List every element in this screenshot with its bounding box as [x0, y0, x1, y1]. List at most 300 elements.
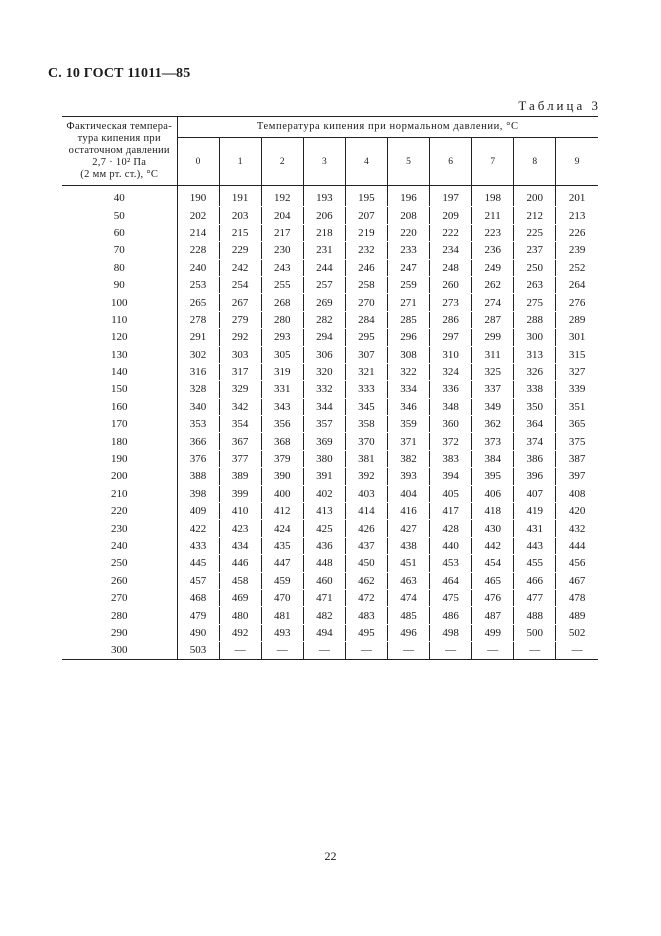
table-cell: 424	[261, 520, 303, 537]
table-cell: 443	[514, 537, 556, 554]
table-cell: 502	[556, 624, 598, 641]
table-cell: 328	[177, 381, 219, 398]
table-cell: 278	[177, 311, 219, 328]
table-cell: 191	[219, 186, 261, 207]
table-cell: 472	[345, 589, 387, 606]
table-row	[62, 259, 598, 276]
table-cell: 346	[387, 398, 429, 415]
column-header: 3	[303, 138, 345, 186]
table-cell: 495	[345, 624, 387, 641]
row-temperature-cell: 60	[62, 224, 177, 241]
table-cell: 489	[556, 607, 598, 624]
table-cell: 406	[472, 485, 514, 502]
table-cell: 366	[177, 433, 219, 450]
table-cell: 267	[219, 294, 261, 311]
table-cell: 293	[261, 329, 303, 346]
table-cell: 448	[303, 555, 345, 572]
table-cell: 334	[387, 381, 429, 398]
table-cell: 202	[177, 207, 219, 224]
table-cell: 444	[556, 537, 598, 554]
table-cell: 236	[472, 242, 514, 259]
row-temperature-cell: 170	[62, 416, 177, 433]
table-cell: 423	[219, 520, 261, 537]
table-cell: 247	[387, 259, 429, 276]
header-line: тура кипения при	[77, 133, 161, 144]
table-cell: 492	[219, 624, 261, 641]
table-cell: 324	[430, 363, 472, 380]
table-cell: 481	[261, 607, 303, 624]
table-cell: 367	[219, 433, 261, 450]
table-cell: 447	[261, 555, 303, 572]
table-cell: 364	[514, 416, 556, 433]
table-cell: 384	[472, 450, 514, 467]
table-row	[62, 503, 598, 520]
table-cell: 349	[472, 398, 514, 415]
table-cell: 350	[514, 398, 556, 415]
row-temperature-cell: 90	[62, 276, 177, 293]
table-cell: 459	[261, 572, 303, 589]
document-header: С. 10 ГОСТ 11011—85	[48, 66, 191, 81]
table-cell: 477	[514, 589, 556, 606]
row-temperature-cell: 50	[62, 207, 177, 224]
table-cell: 294	[303, 329, 345, 346]
table-cell: 345	[345, 398, 387, 415]
table-cell: 467	[556, 572, 598, 589]
table-cell: 198	[472, 186, 514, 207]
table-cell: 258	[345, 276, 387, 293]
table-cell: 348	[430, 398, 472, 415]
table-row	[62, 381, 598, 398]
table-cell: 420	[556, 503, 598, 520]
table-cell: 215	[219, 224, 261, 241]
table-cell: 316	[177, 363, 219, 380]
table-cell: 354	[219, 416, 261, 433]
table-cell: 395	[472, 468, 514, 485]
table-cell: 425	[303, 520, 345, 537]
table-row	[62, 607, 598, 624]
table-cell: 319	[261, 363, 303, 380]
table-cell: 219	[345, 224, 387, 241]
column-header: 6	[430, 138, 472, 186]
table-cell: —	[303, 642, 345, 659]
table-cell: 392	[345, 468, 387, 485]
header-line: Фактическая темпера-	[66, 121, 173, 132]
table-cell: 201	[556, 186, 598, 207]
table-cell: 362	[472, 416, 514, 433]
table-cell: 500	[514, 624, 556, 641]
table-row	[62, 398, 598, 415]
table-cell: 408	[556, 485, 598, 502]
table-body	[62, 186, 598, 660]
row-temperature-cell: 150	[62, 381, 177, 398]
table-cell: 253	[177, 276, 219, 293]
table-cell: 373	[472, 433, 514, 450]
table-cell: 313	[514, 346, 556, 363]
table-cell: 503	[177, 642, 219, 659]
table-cell: 259	[387, 276, 429, 293]
table-cell: 308	[387, 346, 429, 363]
table-cell: 353	[177, 416, 219, 433]
table-cell: 374	[514, 433, 556, 450]
table-cell: 190	[177, 186, 219, 207]
header-line: (2 мм рт. ст.), °С	[80, 169, 159, 180]
table-cell: 371	[387, 433, 429, 450]
table-cell: 428	[430, 520, 472, 537]
table-cell: 409	[177, 503, 219, 520]
table-cell: 265	[177, 294, 219, 311]
table-cell: 327	[556, 363, 598, 380]
table-cell: 394	[430, 468, 472, 485]
table-cell: 398	[177, 485, 219, 502]
table-cell: 454	[472, 555, 514, 572]
table-cell: 396	[514, 468, 556, 485]
table-row	[62, 363, 598, 380]
table-cell: 254	[219, 276, 261, 293]
table-cell: 301	[556, 329, 598, 346]
table-cell: 291	[177, 329, 219, 346]
table-cell: 442	[472, 537, 514, 554]
table-row	[62, 207, 598, 224]
table-cell: 379	[261, 450, 303, 467]
table-row	[62, 329, 598, 346]
table-row	[62, 537, 598, 554]
table-cell: 270	[345, 294, 387, 311]
table-cell: 410	[219, 503, 261, 520]
table-cell: 289	[556, 311, 598, 328]
table-cell: 239	[556, 242, 598, 259]
table-cell: 274	[472, 294, 514, 311]
table-cell: 223	[472, 224, 514, 241]
table-cell: 440	[430, 537, 472, 554]
table-cell: 437	[345, 537, 387, 554]
table-cell: 462	[345, 572, 387, 589]
table-row	[62, 416, 598, 433]
table-cell: 383	[430, 450, 472, 467]
table-cell: 287	[472, 311, 514, 328]
table-cell: 218	[303, 224, 345, 241]
table-cell: 243	[261, 259, 303, 276]
table-cell: 393	[387, 468, 429, 485]
table-cell: 302	[177, 346, 219, 363]
table-cell: 388	[177, 468, 219, 485]
table-cell: 288	[514, 311, 556, 328]
table-row	[62, 468, 598, 485]
table-cell: 315	[556, 346, 598, 363]
table-cell: 340	[177, 398, 219, 415]
table-cell: 407	[514, 485, 556, 502]
table-cell: 399	[219, 485, 261, 502]
table-cell: 386	[514, 450, 556, 467]
table-cell: 193	[303, 186, 345, 207]
table-cell: 228	[177, 242, 219, 259]
row-temperature-cell: 190	[62, 450, 177, 467]
table-cell: 430	[472, 520, 514, 537]
column-header: 1	[219, 138, 261, 186]
column-header: 5	[387, 138, 429, 186]
row-temperature-cell: 220	[62, 503, 177, 520]
table-cell: 321	[345, 363, 387, 380]
table-cell: 490	[177, 624, 219, 641]
row-temperature-cell: 40	[62, 186, 177, 207]
table-cell: 282	[303, 311, 345, 328]
table-cell: 342	[219, 398, 261, 415]
table-cell: 431	[514, 520, 556, 537]
table-cell: 244	[303, 259, 345, 276]
table-cell: 435	[261, 537, 303, 554]
table-cell: 231	[303, 242, 345, 259]
table-cell: 446	[219, 555, 261, 572]
table-cell: 329	[219, 381, 261, 398]
table-cell: 368	[261, 433, 303, 450]
table-cell: 232	[345, 242, 387, 259]
row-temperature-cell: 270	[62, 589, 177, 606]
table-row	[62, 450, 598, 467]
table-cell: 453	[430, 555, 472, 572]
table-cell: 263	[514, 276, 556, 293]
table-row	[62, 572, 598, 589]
table-cell: 257	[303, 276, 345, 293]
table-cell: 479	[177, 607, 219, 624]
table-row	[62, 555, 598, 572]
row-temperature-cell: 300	[62, 642, 177, 659]
table-cell: 400	[261, 485, 303, 502]
row-temperature-cell: 80	[62, 259, 177, 276]
row-temperature-cell: 240	[62, 537, 177, 554]
table-cell: 436	[303, 537, 345, 554]
table-cell: 475	[430, 589, 472, 606]
table-cell: 485	[387, 607, 429, 624]
table-cell: —	[472, 642, 514, 659]
table-cell: 465	[472, 572, 514, 589]
table-cell: 204	[261, 207, 303, 224]
table-cell: 380	[303, 450, 345, 467]
table-cell: 466	[514, 572, 556, 589]
row-temperature-cell: 280	[62, 607, 177, 624]
table-cell: 382	[387, 450, 429, 467]
table-cell: 322	[387, 363, 429, 380]
table-cell: 305	[261, 346, 303, 363]
table-cell: —	[556, 642, 598, 659]
table-cell: 359	[387, 416, 429, 433]
header-actual-temperature	[62, 117, 177, 186]
table-cell: 285	[387, 311, 429, 328]
table-cell: 418	[472, 503, 514, 520]
table-cell: 471	[303, 589, 345, 606]
header-normal-pressure-temperature: Температура кипения при нормальном давлении, °С	[177, 117, 598, 138]
table-cell: 369	[303, 433, 345, 450]
header-line: 2,7 · 10² Па	[92, 157, 147, 168]
table-cell: 325	[472, 363, 514, 380]
column-header: 9	[556, 138, 598, 186]
table-cell: 438	[387, 537, 429, 554]
table-cell: 307	[345, 346, 387, 363]
table-cell: 463	[387, 572, 429, 589]
row-temperature-cell: 100	[62, 294, 177, 311]
table-cell: 260	[430, 276, 472, 293]
table-cell: 404	[387, 485, 429, 502]
table-cell: 414	[345, 503, 387, 520]
table-row	[62, 242, 598, 259]
table-cell: 343	[261, 398, 303, 415]
table-row	[62, 485, 598, 502]
table-cell: 280	[261, 311, 303, 328]
table-cell: 226	[556, 224, 598, 241]
table-cell: 496	[387, 624, 429, 641]
table-cell: 422	[177, 520, 219, 537]
table-cell: 432	[556, 520, 598, 537]
table-cell: 390	[261, 468, 303, 485]
table-cell: 476	[472, 589, 514, 606]
table-cell: 499	[472, 624, 514, 641]
table-cell: 292	[219, 329, 261, 346]
table-cell: 387	[556, 450, 598, 467]
table-cell: 336	[430, 381, 472, 398]
table-cell: 376	[177, 450, 219, 467]
table-cell: 344	[303, 398, 345, 415]
table-cell: 273	[430, 294, 472, 311]
table-cell: —	[387, 642, 429, 659]
table-cell: 455	[514, 555, 556, 572]
table-row	[62, 642, 598, 659]
table-cell: 460	[303, 572, 345, 589]
table-cell: 375	[556, 433, 598, 450]
table-cell: 413	[303, 503, 345, 520]
table-cell: 286	[430, 311, 472, 328]
table-cell: 372	[430, 433, 472, 450]
table-cell: 403	[345, 485, 387, 502]
table-cell: 192	[261, 186, 303, 207]
row-temperature-cell: 250	[62, 555, 177, 572]
table-cell: —	[514, 642, 556, 659]
table-row	[62, 186, 598, 207]
row-temperature-cell: 110	[62, 311, 177, 328]
table-row	[62, 311, 598, 328]
table-cell: 445	[177, 555, 219, 572]
table-cell: 279	[219, 311, 261, 328]
table-cell: 217	[261, 224, 303, 241]
table-cell: 419	[514, 503, 556, 520]
table-cell: 237	[514, 242, 556, 259]
table-cell: 493	[261, 624, 303, 641]
table-cell: 320	[303, 363, 345, 380]
table-cell: 200	[514, 186, 556, 207]
table-cell: 426	[345, 520, 387, 537]
table-cell: 434	[219, 537, 261, 554]
table-cell: 197	[430, 186, 472, 207]
table-cell: 397	[556, 468, 598, 485]
table-cell: —	[345, 642, 387, 659]
table-cell: 212	[514, 207, 556, 224]
table-cell: —	[261, 642, 303, 659]
table-cell: 295	[345, 329, 387, 346]
table-cell: 222	[430, 224, 472, 241]
row-temperature-cell: 260	[62, 572, 177, 589]
table-cell: 417	[430, 503, 472, 520]
column-header: 0	[177, 138, 219, 186]
table-cell: 211	[472, 207, 514, 224]
table-cell: 478	[556, 589, 598, 606]
table-cell: 474	[387, 589, 429, 606]
table-cell: 203	[219, 207, 261, 224]
table-cell: 416	[387, 503, 429, 520]
table-caption: Таблица 3	[518, 98, 601, 113]
table-cell: 246	[345, 259, 387, 276]
table-cell: 339	[556, 381, 598, 398]
table-cell: —	[430, 642, 472, 659]
table-cell: 326	[514, 363, 556, 380]
table-cell: 470	[261, 589, 303, 606]
table-cell: 269	[303, 294, 345, 311]
table-row	[62, 276, 598, 293]
table-cell: 300	[514, 329, 556, 346]
table-cell: 389	[219, 468, 261, 485]
table-cell: 248	[430, 259, 472, 276]
column-header: 4	[345, 138, 387, 186]
row-temperature-cell: 210	[62, 485, 177, 502]
table-cell: 370	[345, 433, 387, 450]
header-line: остаточном давлении	[68, 145, 170, 156]
table-cell: 331	[261, 381, 303, 398]
row-temperature-cell: 70	[62, 242, 177, 259]
table-cell: 377	[219, 450, 261, 467]
table-row	[62, 520, 598, 537]
table-cell: 456	[556, 555, 598, 572]
table-cell: 264	[556, 276, 598, 293]
table-row	[62, 294, 598, 311]
table-cell: 213	[556, 207, 598, 224]
table-cell: 337	[472, 381, 514, 398]
table-cell: 250	[514, 259, 556, 276]
table-cell: 391	[303, 468, 345, 485]
table-cell: 249	[472, 259, 514, 276]
table-cell: 365	[556, 416, 598, 433]
table-cell: 427	[387, 520, 429, 537]
table-cell: 402	[303, 485, 345, 502]
table-cell: 229	[219, 242, 261, 259]
table-cell: 488	[514, 607, 556, 624]
table-cell: 468	[177, 589, 219, 606]
table-row	[62, 224, 598, 241]
table-cell: 306	[303, 346, 345, 363]
table-cell: 487	[472, 607, 514, 624]
table-cell: 207	[345, 207, 387, 224]
table-cell: 297	[430, 329, 472, 346]
table-cell: 480	[219, 607, 261, 624]
table-cell: 303	[219, 346, 261, 363]
table-cell: —	[219, 642, 261, 659]
table-cell: 296	[387, 329, 429, 346]
table-cell: 405	[430, 485, 472, 502]
table-cell: 450	[345, 555, 387, 572]
table-cell: 464	[430, 572, 472, 589]
table-row	[62, 346, 598, 363]
table-cell: 233	[387, 242, 429, 259]
row-temperature-cell: 200	[62, 468, 177, 485]
table-cell: 242	[219, 259, 261, 276]
table-cell: 284	[345, 311, 387, 328]
table-cell: 206	[303, 207, 345, 224]
table-cell: 469	[219, 589, 261, 606]
table-cell: 317	[219, 363, 261, 380]
table-cell: 262	[472, 276, 514, 293]
table-cell: 220	[387, 224, 429, 241]
table-cell: 482	[303, 607, 345, 624]
table-row	[62, 433, 598, 450]
table-cell: 196	[387, 186, 429, 207]
table-cell: 230	[261, 242, 303, 259]
table-cell: 234	[430, 242, 472, 259]
row-temperature-cell: 290	[62, 624, 177, 641]
